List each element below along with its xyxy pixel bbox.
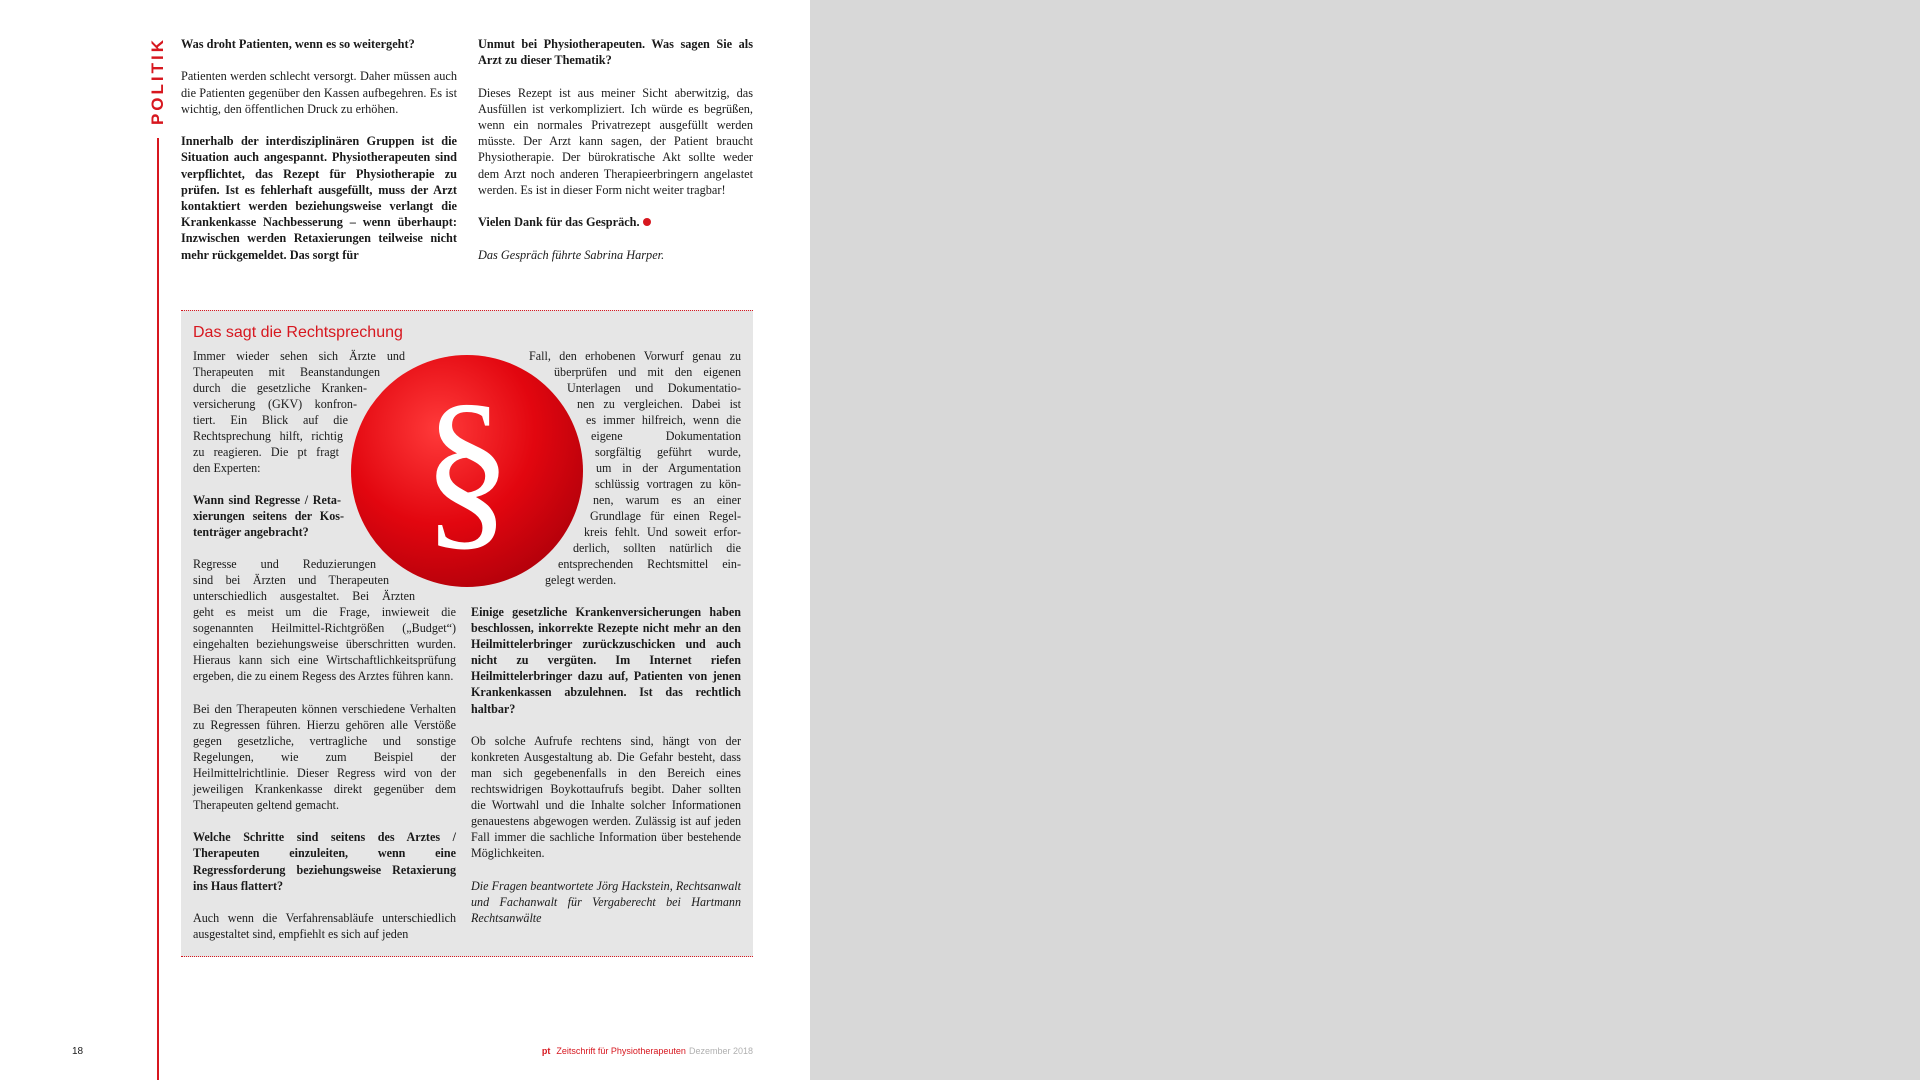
infobox-left-column [193, 604, 456, 958]
question-line: xierungen seitens der Kos- [193, 509, 344, 523]
answer-2-line: derlich, sollten natürlich die [573, 541, 741, 555]
thanks-text: Vielen Dank für das Gespräch. [478, 215, 640, 230]
answer-2-line: kreis fehlt. Und soweit erfor- [584, 525, 741, 539]
answer-2-line: um in der Argumentation [596, 461, 741, 475]
infobox-credit: Die Fragen beantwortete Jörg Hackstein, Rechtsanwalt und Fachanwalt für Vergaberecht bei Hartmann Rechtsanwälte [471, 878, 741, 925]
interview-answer-1: Patienten werden schlecht versorgt. Daher müssen auch die Patienten gegenüber den Kassen aufbegehren. Es ist wichtig, den öffentlichen Druck zu erhöhen. [181, 69, 457, 116]
empty-spread-area [810, 0, 1920, 1080]
answer-2-line: gelegt werden. [545, 573, 617, 587]
answer-1b: Bei den Therapeuten können verschiedene Verhalten zu Regressen führen. Hierzu gehören alle Verstöße gegen gesetzliche, vertragliche und sonstige Regelungen, wie zum Beispiel der Heilmittelrichtlinie. Dieser Regress wird von der jeweiligen Krankenkasse direkt gegenüber dem Therapeuten geltend gemacht. [193, 701, 456, 813]
interview-question-2-cont: Unmut bei Physiotherapeuten. Was sagen Sie als Arzt zu dieser Thematik? [478, 37, 753, 68]
infobox-title: Das sagt die Rechtsprechung [193, 324, 403, 341]
interview-column-right [478, 36, 753, 279]
interview-credit: Das Gespräch führte Sabrina Harper. [478, 247, 665, 262]
interview-thanks [478, 214, 753, 230]
question-line: Wann sind Regresse / Reta- [193, 493, 341, 507]
answer-2-line: Grundlage für einen Regel- [590, 509, 741, 523]
question-line: tenträger angebracht? [193, 525, 309, 539]
infobox-question-2: Welche Schritte sind seitens des Arztes / Therapeuten einzuleiten, wenn eine Regressforderung beziehungsweise Retaxierung ins Haus flattert? [193, 830, 456, 893]
answer-2-line: nen zu vergleichen. Dabei ist [577, 397, 741, 411]
intro-line: durch die gesetzliche Kranken- [193, 381, 367, 395]
intro-line: Immer wieder sehen sich Ärzte und [193, 349, 405, 363]
infobox-question-3: Einige gesetzliche Krankenversicherungen haben beschlossen, inkorrekte Rezepte nicht mehr an den Heilmittelerbringer zurückzuschicken und auch nicht zu vergüten. Im Internet riefen Heilmittelerbringer dazu auf, Patienten von jenen Krankenkassen abzulehnen. Ist das rechtlich haltbar? [471, 605, 741, 716]
answer-2-line: es immer hilfreich, wenn die [586, 413, 741, 427]
answer-line: Regresse und Reduzierungen [193, 557, 376, 571]
infobox-right-column [471, 604, 741, 942]
answer-2-line: entsprechenden Rechtsmittel ein- [558, 557, 741, 571]
answer-2-line: Fall, den erhobenen Vorwurf genau zu [529, 349, 741, 363]
answer-2-line: Unterlagen und Dokumentatio- [567, 381, 741, 395]
answer-line: unterschiedlich ausgestaltet. Bei Ärzten [193, 589, 415, 603]
interview-question-2: Innerhalb der interdisziplinären Gruppen ist die Situation auch angespannt. Physiotherapeuten sind verpflichtet, das Rezept für Physiotherapie zu prüfen. Ist es fehlerhaft ausgefüllt, muss der Arzt kontaktiert werden beziehungsweise verlangt die Krankenkasse Nachbesserung – wenn überhaupt: Inzwischen werden Retaxierungen teilweise nicht mehr rückgemeldet. Das sorgt für [181, 134, 457, 262]
page-number: 18 [72, 1046, 84, 1057]
interview-column-left [181, 36, 457, 279]
answer-line: sind bei Ärzten und Therapeuten [193, 573, 389, 587]
interview-answer-2: Dieses Rezept ist aus meiner Sicht aberwitzig, das Ausfüllen ist verkompliziert. Ich würde es begrüßen, wenn ein normales Privatrezept ausgefüllt werden müsste. Der Arzt kann sagen, der Patient braucht Physiotherapie. Der bürokratische Akt sollte weder dem Arzt noch anderen Therapieerbringern angelastet werden. Es ist in dieser Form nicht weiter tragbar! [478, 85, 753, 197]
answer-2-start: Auch wenn die Verfahrensabläufe unterschiedlich ausgestaltet sind, empfiehlt es sich auf jeden [193, 910, 456, 941]
intro-line: tiert. Ein Blick auf die [193, 413, 348, 427]
intro-line: den Experten: [193, 461, 261, 475]
end-dot-icon [643, 218, 651, 226]
intro-line: zu reagieren. Die pt fragt [193, 445, 339, 459]
answer-2-line: nen, warum es an einer [593, 493, 741, 507]
intro-line: versicherung (GKV) konfron- [193, 397, 357, 411]
section-rule [157, 138, 159, 1080]
interview-question-1: Was droht Patienten, wenn es so weitergeht? [181, 37, 415, 51]
answer-2-line: schlüssig vortragen zu kön- [595, 477, 741, 491]
section-label [146, 38, 170, 124]
footer [542, 1046, 753, 1056]
answer-3: Ob solche Aufrufe rechtens sind, hängt von der konkreten Ausgestaltung ab. Die Gefahr besteht, dass man sich gegebenenfalls in den Bereich eines rechtswidrigen Boykottaufrufs begibt. Daher sollten die Wortwahl und die Inhalte solcher Informationen genauestens abgewogen werden. Zulässig ist auf jeden Fall immer die sachliche Information über bestehende Möglichkeiten. [471, 733, 741, 861]
magazine-page [0, 0, 810, 1080]
answer-2-line: überprüfen und mit den eigenen [554, 365, 741, 379]
footer-magazine: Zeitschrift für Physiotherapeuten [556, 1046, 686, 1056]
intro-line: Rechtsprechung hilft, richtig [193, 429, 343, 443]
footer-brand: pt [541, 1046, 551, 1056]
intro-line: Therapeuten mit Beanstandungen [193, 365, 380, 379]
answer-2-line: eigene Dokumentation [591, 429, 741, 443]
footer-date: Dezember 2018 [688, 1046, 753, 1056]
section-label-text: POLITIK [148, 36, 167, 126]
paragraph-emblem-icon [351, 355, 583, 587]
answer-1-rest: geht es meist um die Frage, inwieweit die sogenannten Heilmittel-Richtgrößen („Budget“) eingehalten beziehungsweise überschritten wurden. Hieraus kann sich eine Wirtschaftlichkeitsprüfung ergeben, die zu einem Regess des Arztes führen kann. [193, 605, 456, 684]
emblem-glyph: § [422, 367, 512, 566]
answer-2-line: sorgfältig geführt wurde, [595, 445, 741, 459]
